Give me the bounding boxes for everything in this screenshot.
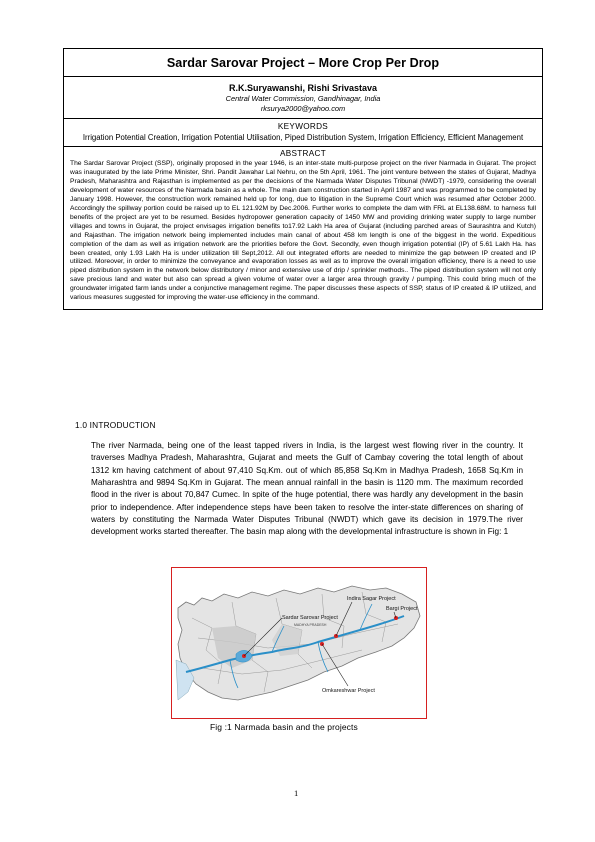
label-madhya-pradesh: MADHYA PRADESH: [294, 623, 327, 627]
page-number: 1: [294, 788, 299, 798]
figure-caption: Fig :1 Narmada basin and the projects: [210, 722, 358, 732]
affiliation: Central Water Commission, Gandhinagar, India: [225, 94, 381, 103]
abstract-heading: ABSTRACT: [279, 149, 327, 158]
introduction-text: The river Narmada, being one of the least tapped rivers in India, is the largest west flowing river in the country. It traverses Madhya Pradesh, Maharashtra, Gujarat and meets the Gulf of Cambay covering the total length of about 1312 km having catchment of about 97,410 Sq.Km. out of which 85,858 Sq.Km in Madhya Pradesh, 1658 Sq.Km in Maharashtra and 9894 Sq.Km in Gujarat. The mean annual rainfall in the basin is 1120 mm. The maximum recorded flood in the river is about 70,847 Cumec. In spite of the huge potential, there was hardly any development in the basin prior to independence. After independence steps have been taken to resolve the inter-state differences on sharing of waters by constituting the Narmada Water Disputes Tribunal (NWDT) which gave its decision in 1979.The river development works started thereafter. The basin map along with the developmental infrastructure is shown in Fig: 1: [91, 441, 523, 537]
label-indira-sagar: Indira Sagar Project: [347, 596, 396, 602]
abstract-text: The Sardar Sarovar Project (SSP), originally proposed in the year 1946, is an inter-state multi-purpose project on the river Narmada in Gujarat. The project was inaugurated by the late Prime Minister, Shri. Pandit Jawahar Lal Nehru, on the 5th April, 1961. The joint venture between the states of Gujarat, Madhya Pradesh, Maharashtra and Rajasthan is implemented as per the decisions of the Narmada Water Disputes Tribunal (NWDT) -1979, considering the overall development of water resources of the Narmada basin as a whole. The main dam construction started in April 1987 and was programmed to be completed by January 1998. However, the construction work remained held up for long, due to litigation in the Supreme Court which was resumed after October 2000. Accordingly the spillway portion could be raised up to EL 121.92M by Dec.2006. Further works to complete the dam with FRL at EL138.68M. to harness full benefits of the project are yet to be resumed. Besides hydropower generation capacity of 1450 MW and providing drinking water supply to large number villages and towns in Gujarat, the project envisages irrigation benefits to17.92 Lakh Ha area of Gujarat (including parched areas of Saurashtra and Kutch) and Rajasthan. The irrigation network being implemented includes main canal of about 458 km length is one of the biggest in the world. Expeditious completion of the dam as well as irrigation network are the priorities before the Govt. Secondly, even though irrigation potential (IP) of 5.61 Lakh Ha. has been created, only 1.93 Lakh Ha is under utilization till Sept,2012. All out integrated efforts are needed to minimize the gap between IP created and IP utilized. Moreover, in order to minimize the conveyance and evaporation losses as well as to improve the overall irrigation efficiency, there is a need to use piped distribution system in the network below distributory / minor and extensive use of drip / sprinkler methods.. The piped distribution system will not only save precious land and water but also can spread a given volume of water over a larger area through gravity / pumping. This could bring much of the groundwater irrigated farm lands under a conjunctive management regime. The paper discusses these aspects of SSP, status of IP created & IP utilized, and various measures suggested for improving the water-use efficiency in the command.: [70, 160, 536, 302]
paper-title: Sardar Sarovar Project – More Crop Per Drop: [166, 55, 440, 70]
label-omkareshwar: Omkareshwar Project: [322, 688, 375, 694]
email: rksurya2000@yahoo.com: [260, 104, 346, 113]
keywords-heading: KEYWORDS: [277, 122, 329, 131]
section-heading: 1.0 INTRODUCTION: [75, 420, 156, 430]
authors: R.K.Suryawanshi, Rishi Srivastava: [228, 83, 378, 93]
keywords-cell: [64, 119, 542, 147]
header-box: [63, 48, 543, 310]
author-cell: [64, 77, 542, 119]
narmada-basin-map: [172, 568, 426, 718]
label-bargi: Bargi Project: [386, 606, 418, 612]
label-sardar-sarovar: Sardar Sarovar Project: [282, 615, 338, 621]
keywords-text: Irrigation Potential Creation, Irrigation Potential Utilisation, Piped Distribution System, Irrigation Efficiency, Efficient Management: [82, 133, 524, 142]
title-cell: [64, 49, 542, 77]
basin-map-figure: [171, 567, 427, 719]
abstract-cell: [64, 147, 542, 309]
